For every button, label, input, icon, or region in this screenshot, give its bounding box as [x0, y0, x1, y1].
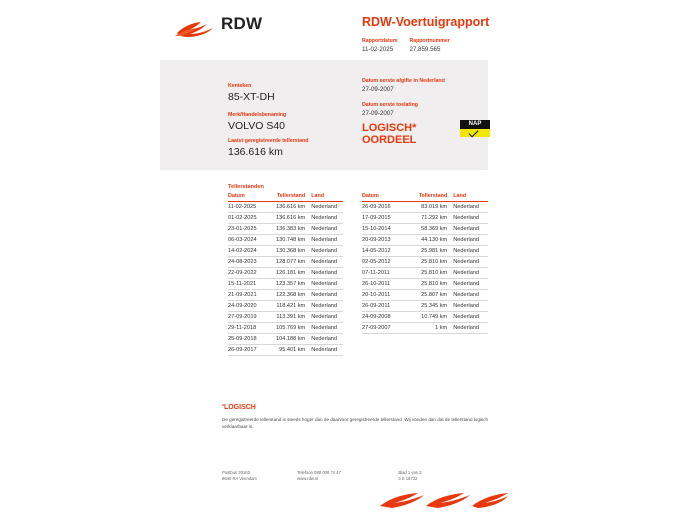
table-row [362, 279, 488, 290]
cell-mileage: 105.769 km [266, 323, 312, 334]
cell-mileage: 126.181 km [266, 268, 312, 279]
make-model-value: VOLVO S40 [228, 120, 286, 132]
cell-mileage: 25.345 km [403, 301, 453, 312]
cell-country: Nederland [311, 334, 343, 345]
table-row [228, 301, 343, 312]
cell-country: Nederland [311, 301, 343, 312]
cell-country: Nederland [311, 257, 343, 268]
last-mileage-label: Laatst geregistreerde tellerstand [228, 138, 309, 144]
document-header [0, 0, 685, 58]
footer-address-line1: Postbus 30163 [222, 470, 250, 475]
cell-mileage: 71.292 km [403, 213, 453, 224]
first-admission-value: 27-09-2007 [362, 110, 394, 117]
cell-country: Nederland [311, 224, 343, 235]
verdict-badge [362, 122, 416, 146]
cell-date: 29-11-2018 [228, 323, 266, 334]
rdw-wordmark: RDW [221, 14, 263, 33]
cell-country: Nederland [453, 279, 488, 290]
licence-plate-label: Kenteken [228, 83, 252, 89]
table-row [228, 235, 343, 246]
table-row [228, 224, 343, 235]
cell-mileage: 136.383 km [266, 224, 312, 235]
cell-mileage: 122.368 km [266, 290, 312, 301]
summary-left [228, 83, 368, 132]
verdict-line-2: OORDEEL [362, 134, 417, 146]
footer-pagination [398, 470, 458, 482]
table-row [228, 213, 343, 224]
cell-date: 14-02-2024 [228, 246, 266, 257]
table-row [362, 290, 488, 301]
footer-contact [297, 470, 397, 482]
footer-website[interactable]: www.rdw.nl [297, 476, 319, 481]
report-date-label: Rapportdatum [362, 38, 398, 44]
cell-mileage: 25.981 km [403, 246, 453, 257]
cell-date: 26-09-2017 [228, 345, 266, 356]
cell-country: Nederland [453, 312, 488, 323]
document-footer [222, 470, 490, 482]
mileage-table-left [228, 193, 343, 356]
table-row [362, 257, 488, 268]
cell-date: 26-09-2016 [362, 202, 403, 213]
table-row [362, 312, 488, 323]
footnote [222, 404, 490, 430]
footer-page-number: Blad 1 van 3 [398, 470, 422, 475]
footer-flames-icon [378, 492, 508, 510]
cell-mileage: 130.368 km [266, 246, 312, 257]
table-row [362, 246, 488, 257]
first-registration-nl-value: 27-09-2007 [362, 86, 394, 93]
rdw-logo [175, 12, 295, 42]
cell-mileage: 136.616 km [266, 213, 312, 224]
table-row [362, 235, 488, 246]
table-header-row [362, 193, 488, 202]
cell-country: Nederland [453, 213, 488, 224]
footer-doc-code: 3 E 18732 [398, 476, 418, 481]
table-row [228, 246, 343, 257]
cell-date: 01-02-2025 [228, 213, 266, 224]
last-mileage-value: 136.616 km [228, 146, 283, 158]
flame-icon [175, 20, 217, 37]
cell-mileage: 95.401 km [266, 345, 312, 356]
cell-date: 27-09-2007 [362, 323, 403, 334]
cell-mileage: 10.749 km [403, 312, 453, 323]
cell-mileage: 1 km [403, 323, 453, 334]
first-registration-nl-label: Datum eerste afgifte in Nederland [362, 78, 445, 84]
last-mileage [228, 138, 308, 158]
cell-date: 25-09-2018 [228, 334, 266, 345]
cell-country: Nederland [453, 290, 488, 301]
cell-mileage: 25.810 km [403, 268, 453, 279]
footnote-text: De geregistreerde tellerstand is steeds hoger dan de daarvoor geregistreerde tellerstand. Wij vonden dan dat de tellerstand logisch verklaarbaar is. [222, 417, 489, 429]
cell-mileage: 123.357 km [266, 279, 312, 290]
table-row [362, 202, 488, 213]
cell-date: 06-03-2024 [228, 235, 266, 246]
cell-date: 17-09-2015 [362, 213, 403, 224]
table-row [362, 301, 488, 312]
cell-date: 21-09-2021 [228, 290, 266, 301]
cell-country: Nederland [311, 312, 343, 323]
footnote-star: * [222, 404, 224, 410]
cell-country: Nederland [453, 301, 488, 312]
col-date: Datum [228, 193, 266, 202]
footer-address-line2: 9640 RA Veendam [222, 476, 257, 481]
report-number-label: Rapportnummer [409, 38, 450, 44]
cell-country: Nederland [311, 290, 343, 301]
summary-right [362, 78, 492, 117]
col-mileage: Tellerstand [403, 193, 453, 202]
first-admission-label: Datum eerste toelating [362, 102, 418, 108]
cell-country: Nederland [453, 235, 488, 246]
footer-phone: Telefoon 088 008 74 47 [297, 470, 341, 475]
table-row [228, 323, 343, 334]
cell-date: 26-09-2011 [362, 301, 403, 312]
table-row [228, 279, 343, 290]
cell-country: Nederland [453, 202, 488, 213]
cell-date: 14-05-2012 [362, 246, 403, 257]
report-date-value: 11-02-2025 [362, 46, 394, 53]
table-row [228, 290, 343, 301]
cell-country: Nederland [311, 323, 343, 334]
table-row [362, 323, 488, 334]
cell-country: Nederland [453, 323, 488, 334]
table-row [228, 202, 343, 213]
cell-date: 24-09-2008 [362, 312, 403, 323]
report-number [409, 38, 449, 53]
col-country: Land [311, 193, 343, 202]
cell-country: Nederland [453, 246, 488, 257]
col-country: Land [453, 193, 488, 202]
cell-date: 15-11-2021 [228, 279, 266, 290]
cell-country: Nederland [311, 235, 343, 246]
cell-country: Nederland [311, 279, 343, 290]
cell-date: 20-10-2011 [362, 290, 403, 301]
summary-block [160, 60, 488, 170]
cell-date: 24-08-2023 [228, 257, 266, 268]
cell-date: 24-09-2020 [228, 301, 266, 312]
cell-date: 02-05-2012 [362, 257, 403, 268]
footnote-heading [222, 404, 490, 411]
cell-date: 15-10-2014 [362, 224, 403, 235]
table-row [228, 257, 343, 268]
cell-country: Nederland [311, 268, 343, 279]
cell-country: Nederland [453, 257, 488, 268]
table-row [228, 334, 343, 345]
cell-country: Nederland [311, 345, 343, 356]
cell-mileage: 130.748 km [266, 235, 312, 246]
cell-mileage: 104.188 km [266, 334, 312, 345]
cell-country: Nederland [311, 202, 343, 213]
cell-mileage: 118.421 km [266, 301, 312, 312]
cell-mileage: 25.810 km [403, 279, 453, 290]
cell-mileage: 58.369 km [403, 224, 453, 235]
cell-date: 20-09-2013 [362, 235, 403, 246]
cell-mileage: 25.810 km [403, 257, 453, 268]
col-date: Datum [362, 193, 403, 202]
cell-date: 07-11-2011 [362, 268, 403, 279]
cell-country: Nederland [311, 213, 343, 224]
cell-country: Nederland [453, 268, 488, 279]
table-row [362, 268, 488, 279]
page-title: RDW-Voertuigrapport [362, 15, 490, 29]
licence-plate-value: 85-XT-DH [228, 91, 275, 103]
table-row [228, 312, 343, 323]
table-row [228, 345, 343, 356]
cell-country: Nederland [311, 246, 343, 257]
cell-country: Nederland [453, 224, 488, 235]
cell-date: 27-09-2019 [228, 312, 266, 323]
cell-mileage: 128.077 km [266, 257, 312, 268]
check-icon [460, 129, 490, 137]
verdict-line-1: LOGISCH* [362, 122, 417, 134]
mileage-table-title: Tellerstanden [228, 184, 264, 190]
footnote-heading-text: LOGISCH [223, 404, 256, 411]
table-row [362, 224, 488, 235]
cell-date: 22-09-2022 [228, 268, 266, 279]
cell-mileage: 136.616 km [266, 202, 312, 213]
nap-label: NAP [460, 120, 490, 129]
cell-mileage: 83.019 km [403, 202, 453, 213]
mileage-table-right [362, 193, 488, 334]
col-mileage: Tellerstand [266, 193, 312, 202]
table-header-row [228, 193, 343, 202]
header-meta [362, 38, 450, 53]
footer-address [222, 470, 296, 482]
report-number-value: 27.859.565 [409, 46, 441, 53]
cell-mileage: 44.130 km [403, 235, 453, 246]
cell-date: 26-10-2011 [362, 279, 403, 290]
cell-date: 11-02-2025 [228, 202, 266, 213]
cell-date: 23-01-2025 [228, 224, 266, 235]
cell-mileage: 113.391 km [266, 312, 312, 323]
cell-mileage: 25.807 km [403, 290, 453, 301]
report-date [362, 38, 408, 53]
table-row [228, 268, 343, 279]
nap-logo [460, 120, 490, 137]
table-row [362, 213, 488, 224]
make-model-label: Merk/Handelsbenaming [228, 112, 287, 118]
